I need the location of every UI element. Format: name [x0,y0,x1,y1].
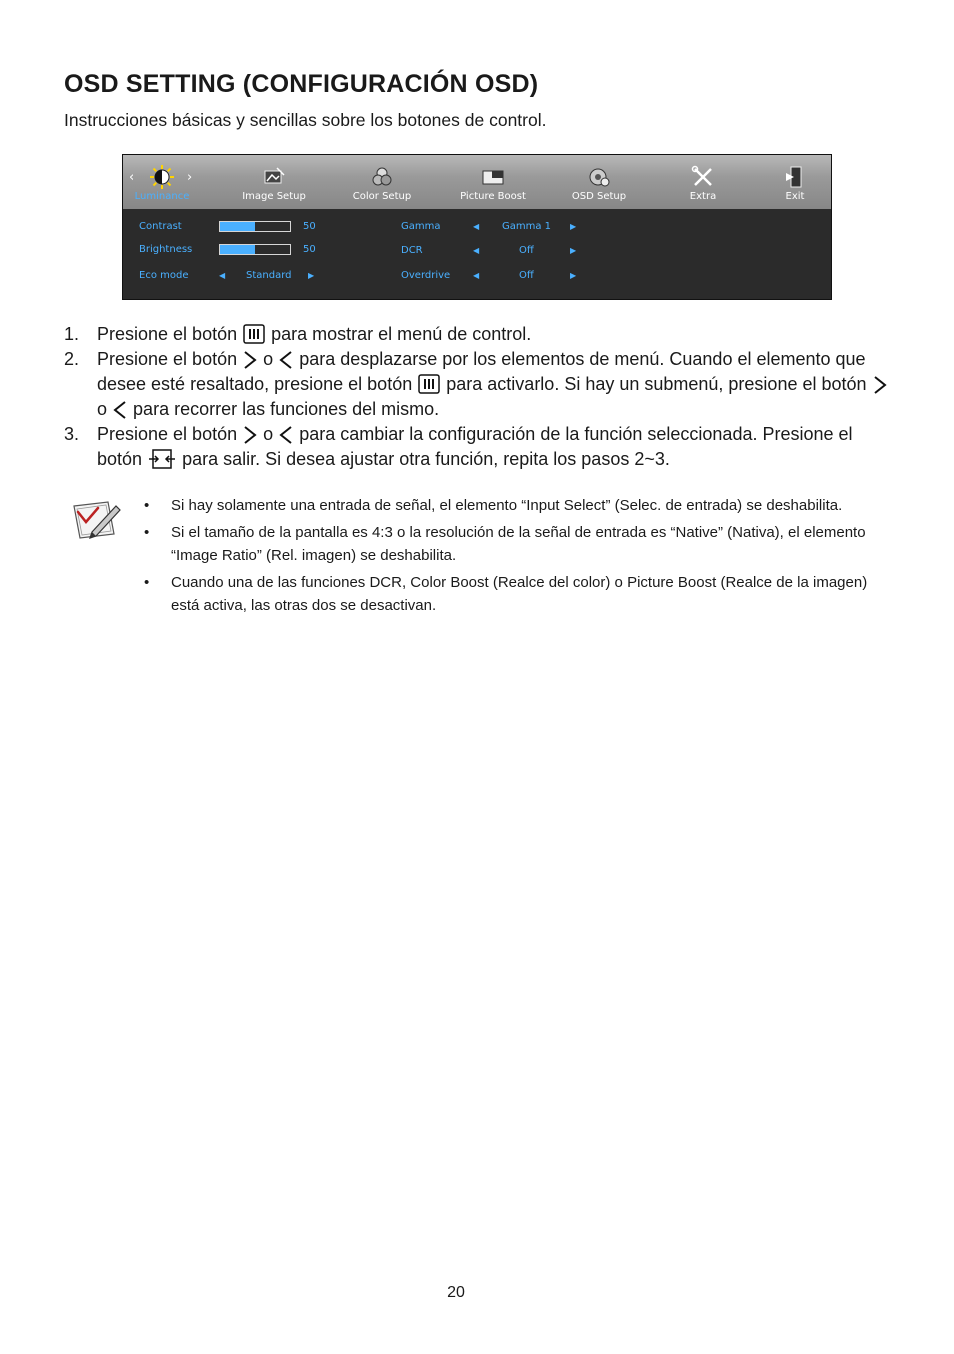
left-arrow-button-icon [113,401,127,419]
bullet: • [144,524,150,541]
note-item [144,571,894,617]
step-number: 3. [64,424,80,444]
step-text: o [263,349,274,369]
brightness-label: Brightness [139,244,193,255]
tab-luminance [129,155,195,209]
page-number: 20 [447,1284,465,1301]
note-item [144,521,894,567]
tab-osd-setup [567,155,631,209]
step-text: para activarlo. Si hay un submenú, presione el botón [446,374,867,394]
instruction-steps [64,322,898,472]
picture-boost-icon [481,165,505,189]
triangle-right-icon: ▶ [308,271,315,280]
step-3 [64,422,898,472]
menu-button-icon [243,324,265,344]
right-arrow-button-icon [873,376,887,394]
step-1 [64,322,898,347]
eco-mode-label: Eco mode [139,270,189,281]
brightness-slider [219,244,291,255]
note-text: Si hay solamente una entrada de señal, el elemento “Input Select” (Selec. de entrada) se deshabilita. [171,497,843,514]
tab-label: Image Setup [242,191,306,202]
step-number: 1. [64,324,80,344]
triangle-right-icon: ▶ [570,246,577,255]
tab-label: Picture Boost [460,191,526,202]
nav-left-icon: ‹ [129,170,135,185]
step-text: para desplazarse por los elementos de menú. Cuando el elemento que desee esté resaltado, presione el botón [97,349,866,394]
color-setup-icon [370,165,394,189]
contrast-value: 50 [303,221,316,232]
osd-submenu [123,209,831,299]
bullet: • [144,497,150,514]
image-setup-icon [262,165,286,189]
exit-icon [783,165,807,189]
note-text: Si el tamaño de la pantalla es 4:3 o la resolución de la señal de entrada es “Native” (Nativa), el elemento “Image Ratio” (Rel. imagen) se deshabilita. [171,524,866,564]
triangle-right-icon: ▶ [570,271,577,280]
step-text: Presione el botón [97,349,238,369]
step-text: Presione el botón [97,324,238,344]
eco-mode-value: Standard [246,270,292,281]
right-arrow-button-icon [243,426,257,444]
osd-menu-screenshot [122,154,832,300]
step-text: o [97,399,108,419]
note-item [144,494,894,517]
left-arrow-button-icon [279,426,293,444]
tab-label: Exit [785,191,805,202]
tab-label: Color Setup [352,191,412,202]
right-arrow-button-icon [243,351,257,369]
brightness-slider-fill [220,245,255,254]
bullet: • [144,574,150,591]
exit-button-icon [148,449,176,469]
step-text: para mostrar el menú de control. [271,324,532,344]
contrast-slider-fill [220,222,255,231]
tab-image-setup [239,155,309,209]
triangle-left-icon: ◀ [473,222,480,231]
left-arrow-button-icon [279,351,293,369]
step-text: o [263,424,274,444]
gamma-label: Gamma [401,221,441,232]
osd-tab-bar [123,155,831,209]
overdrive-label: Overdrive [401,270,451,281]
dcr-label: DCR [401,245,423,256]
triangle-left-icon: ◀ [473,246,480,255]
overdrive-value: Off [519,270,534,281]
subtitle: Instrucciones básicas y sencillas sobre los botones de control. [64,110,547,130]
tab-label: Extra [689,191,717,202]
step-text: para salir. Si desea ajustar otra función, repita los pasos 2~3. [182,449,670,469]
tab-exit [779,155,811,209]
contrast-label: Contrast [139,221,182,232]
gamma-value: Gamma 1 [502,221,552,232]
triangle-left-icon: ◀ [473,271,480,280]
triangle-right-icon: ▶ [570,222,577,231]
step-2 [64,347,898,422]
note-text: Cuando una de las funciones DCR, Color Boost (Realce del color) o Picture Boost (Realce de la imagen) está activa, las otras dos se desactivan. [171,574,868,614]
tab-extra [683,155,723,209]
tools-icon [691,165,715,189]
tab-label: Luminance [134,191,190,202]
tab-picture-boost [457,155,529,209]
page-title: OSD SETTING (CONFIGURACIÓN OSD) [64,70,539,98]
sun-contrast-icon [150,165,174,189]
tab-color-setup [347,155,417,209]
brightness-value: 50 [303,244,316,255]
step-text: para recorrer las funciones del mismo. [133,399,440,419]
step-text: para cambiar la configuración de la función seleccionada. Presione el botón [97,424,853,469]
osd-setup-icon [587,165,611,189]
nav-right-icon: › [187,170,193,185]
step-number: 2. [64,349,80,369]
step-text: Presione el botón [97,424,238,444]
dcr-value: Off [519,245,534,256]
triangle-left-icon: ◀ [219,271,226,280]
tab-label: OSD Setup [571,191,627,202]
notes-list [144,494,894,621]
menu-button-icon [418,374,440,394]
note-pencil-icon [68,496,122,542]
contrast-slider [219,221,291,232]
